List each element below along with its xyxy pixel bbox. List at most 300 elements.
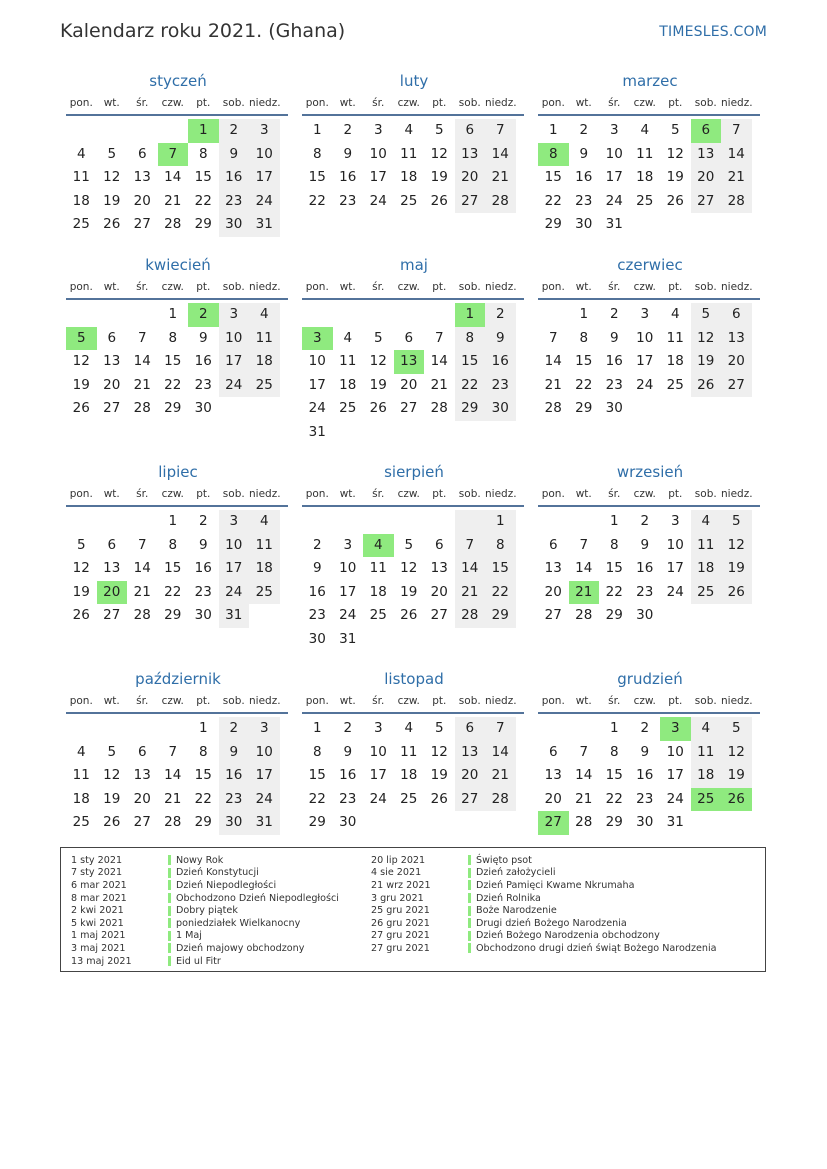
day-cell: 23 — [575, 192, 593, 209]
day-cell: 8 — [168, 536, 178, 553]
weekday-label: pt. — [196, 488, 211, 500]
day-cell: 3 — [219, 510, 250, 534]
day-cell: 13 — [133, 767, 151, 783]
day-cell: 7 — [485, 119, 516, 143]
day-cell: 24 — [605, 192, 623, 209]
month-name: kwiecień — [145, 256, 211, 274]
day-cell: 16 — [339, 169, 357, 185]
day-cell: 13 — [455, 143, 486, 167]
holiday-marker — [168, 880, 171, 890]
day-cell: 29 — [194, 814, 212, 830]
day-cell: 14 — [430, 353, 448, 369]
day-cell: 18 — [249, 557, 280, 581]
day-cell: 7 — [455, 534, 486, 558]
weekday-label: wt. — [575, 488, 592, 500]
empty-cell — [363, 510, 394, 534]
weekday-header — [302, 690, 524, 714]
day-cell: 28 — [133, 607, 151, 623]
day-cell: 18 — [72, 192, 90, 209]
day-cell: 12 — [72, 353, 90, 369]
empty-cell — [721, 397, 752, 421]
day-cell: 12 — [721, 534, 752, 558]
day-cell: 21 — [485, 764, 516, 788]
empty-cell — [660, 604, 691, 628]
day-cell: 23 — [219, 190, 250, 214]
month-calendar — [302, 668, 524, 835]
empty-cell — [158, 119, 189, 143]
day-cell: 8 — [312, 145, 322, 162]
empty-cell — [630, 397, 661, 421]
day-cell: 17 — [219, 557, 250, 581]
weekday-label: pon. — [305, 695, 329, 707]
day-cell: 11 — [400, 743, 418, 760]
weekday-label: śr. — [372, 281, 385, 293]
day-cell: 2 — [640, 513, 650, 529]
day-cell: 8 — [609, 743, 619, 760]
day-cell: 24 — [219, 374, 250, 398]
legend-row — [61, 942, 339, 955]
weekday-header — [66, 690, 288, 714]
day-cell: 8 — [312, 743, 322, 760]
day-cell: 29 — [575, 400, 593, 416]
day-cell: 11 — [249, 327, 280, 351]
holiday-marker — [168, 893, 171, 903]
day-cell: 11 — [72, 767, 90, 783]
day-cell: 16 — [605, 353, 623, 369]
day-cell: 14 — [575, 560, 593, 576]
day-cell: 11 — [691, 741, 722, 765]
empty-cell — [249, 397, 280, 421]
day-cell: 26 — [72, 607, 90, 623]
day-cell: 5 — [721, 717, 752, 741]
day-cell: 21 — [164, 192, 182, 209]
day-cell: 26 — [666, 192, 684, 209]
legend-row — [361, 904, 717, 917]
day-cell: 26 — [369, 400, 387, 416]
day-cell: 14 — [164, 169, 182, 185]
day-cell: 9 — [485, 327, 516, 351]
day-cell: 9 — [343, 145, 353, 162]
weekday-label: niedz. — [249, 488, 281, 500]
day-cell: 27 — [455, 788, 486, 812]
day-cell: 7 — [137, 329, 147, 346]
day-cell: 28 — [164, 814, 182, 830]
day-cell: 23 — [605, 376, 623, 393]
month-name: wrzesień — [616, 463, 684, 481]
holiday-marker — [468, 893, 471, 903]
holiday-marker — [468, 868, 471, 878]
day-cell: 14 — [485, 143, 516, 167]
day-cell: 7 — [579, 536, 589, 553]
day-cell: 13 — [430, 560, 448, 576]
day-cell: 20 — [103, 376, 121, 393]
weekday-label: śr. — [608, 488, 621, 500]
weekday-label: śr. — [136, 695, 149, 707]
empty-cell — [424, 303, 455, 327]
day-cell: 26 — [400, 607, 418, 623]
day-cell: 27 — [133, 216, 151, 232]
day-cell: 6 — [107, 329, 117, 346]
day-cell: 3 — [609, 122, 619, 138]
day-cell: 13 — [103, 353, 121, 369]
weekday-label: pt. — [668, 488, 683, 500]
day-cell: 11 — [400, 145, 418, 162]
weekday-label: pon. — [541, 281, 565, 293]
day-cell: 11 — [369, 560, 387, 576]
day-cell: 8 — [485, 534, 516, 558]
empty-cell — [127, 510, 158, 534]
day-cell: 4 — [670, 306, 680, 322]
weekday-label: niedz. — [721, 281, 753, 293]
day-cell: 5 — [107, 145, 117, 162]
day-cell: 11 — [72, 169, 90, 185]
day-cell: 21 — [455, 581, 486, 605]
empty-cell — [127, 303, 158, 327]
day-cell: 15 — [605, 560, 623, 576]
day-cell: 27 — [544, 607, 562, 623]
holiday-date: 25 gru 2021 — [371, 905, 430, 917]
weekday-label: sob. — [694, 488, 717, 500]
day-cell: 16 — [636, 767, 654, 783]
holiday-name: Dzień Pamięci Kwame Nkrumaha — [476, 879, 635, 891]
weekday-header — [66, 92, 288, 116]
day-cell: 17 — [369, 169, 387, 185]
legend-row — [361, 917, 717, 930]
day-cell: 27 — [400, 400, 418, 416]
day-cell: 7 — [158, 143, 189, 167]
weekday-label: czw. — [397, 97, 420, 109]
empty-cell — [691, 604, 722, 628]
day-grid — [302, 510, 524, 651]
legend-row — [61, 854, 339, 867]
day-cell: 25 — [691, 788, 722, 812]
empty-cell — [424, 628, 455, 652]
weekday-label: niedz. — [249, 97, 281, 109]
day-cell: 11 — [691, 534, 722, 558]
day-cell: 16 — [308, 583, 326, 600]
day-cell: 27 — [691, 190, 722, 214]
day-cell: 12 — [721, 741, 752, 765]
day-cell: 13 — [691, 143, 722, 167]
day-cell: 25 — [400, 790, 418, 807]
day-cell: 6 — [691, 119, 722, 143]
day-cell: 14 — [575, 767, 593, 783]
holiday-date: 13 maj 2021 — [71, 955, 132, 967]
weekday-label: pon. — [69, 695, 93, 707]
day-cell: 25 — [72, 814, 90, 830]
day-cell: 5 — [434, 122, 444, 138]
empty-cell — [485, 421, 516, 445]
holiday-date: 4 sie 2021 — [371, 867, 422, 879]
legend-row — [361, 942, 717, 955]
day-cell: 8 — [198, 743, 208, 760]
empty-cell — [302, 303, 333, 327]
day-cell: 22 — [605, 583, 623, 600]
day-cell: 15 — [455, 350, 486, 374]
weekday-label: pon. — [541, 97, 565, 109]
holiday-marker — [168, 918, 171, 928]
day-cell: 2 — [312, 536, 322, 553]
day-cell: 16 — [219, 166, 250, 190]
day-cell: 10 — [666, 743, 684, 760]
day-cell: 9 — [579, 145, 589, 162]
day-cell: 1 — [168, 513, 178, 529]
holiday-date: 5 kwi 2021 — [71, 917, 124, 929]
day-cell: 2 — [219, 119, 250, 143]
day-cell: 27 — [103, 607, 121, 623]
weekday-header — [538, 276, 760, 300]
day-cell: 25 — [400, 192, 418, 209]
day-cell: 25 — [691, 581, 722, 605]
day-cell: 5 — [76, 536, 86, 553]
empty-cell — [333, 421, 364, 445]
day-cell: 29 — [194, 216, 212, 232]
day-cell: 10 — [369, 743, 387, 760]
day-cell: 16 — [485, 350, 516, 374]
day-grid — [302, 717, 524, 835]
month-calendar — [66, 461, 288, 628]
weekday-label: czw. — [397, 695, 420, 707]
day-cell: 21 — [569, 581, 600, 605]
day-cell: 1 — [609, 720, 619, 736]
day-cell: 31 — [249, 811, 280, 835]
day-cell: 24 — [666, 790, 684, 807]
day-cell: 5 — [66, 327, 97, 351]
day-cell: 1 — [485, 510, 516, 534]
day-cell: 29 — [164, 607, 182, 623]
weekday-label: czw. — [633, 488, 656, 500]
weekday-label: pt. — [432, 488, 447, 500]
day-cell: 9 — [609, 329, 619, 346]
day-cell: 14 — [133, 353, 151, 369]
month-calendar — [538, 461, 760, 628]
day-cell: 5 — [721, 510, 752, 534]
weekday-label: śr. — [372, 97, 385, 109]
weekday-label: sob. — [222, 488, 245, 500]
empty-cell — [691, 213, 722, 237]
empty-cell — [721, 604, 752, 628]
day-cell: 5 — [434, 720, 444, 736]
legend-row — [61, 867, 339, 880]
day-cell: 9 — [198, 536, 208, 553]
day-cell: 3 — [660, 717, 691, 741]
day-cell: 23 — [636, 583, 654, 600]
empty-cell — [721, 213, 752, 237]
month-name: luty — [399, 72, 429, 90]
day-cell: 17 — [666, 767, 684, 783]
empty-cell — [333, 510, 364, 534]
day-cell: 21 — [133, 583, 151, 600]
weekday-label: pt. — [432, 97, 447, 109]
day-cell: 22 — [544, 192, 562, 209]
holiday-name: Dzień Niepodległości — [176, 879, 277, 891]
day-cell: 2 — [219, 717, 250, 741]
day-cell: 17 — [605, 169, 623, 185]
empty-cell — [363, 303, 394, 327]
weekday-header — [66, 276, 288, 300]
legend-column-left — [61, 854, 339, 967]
holiday-legend — [60, 847, 766, 972]
holiday-date: 21 wrz 2021 — [371, 879, 431, 891]
empty-cell — [424, 421, 455, 445]
day-cell: 12 — [400, 560, 418, 576]
day-cell: 5 — [373, 329, 383, 346]
day-cell: 25 — [249, 581, 280, 605]
day-cell: 7 — [548, 329, 558, 346]
empty-cell — [97, 717, 128, 741]
holiday-date: 26 gru 2021 — [371, 917, 430, 929]
empty-cell — [569, 717, 600, 741]
weekday-label: czw. — [161, 488, 184, 500]
holiday-date: 6 mar 2021 — [71, 879, 127, 891]
empty-cell — [302, 510, 333, 534]
weekday-label: pon. — [305, 488, 329, 500]
weekday-header — [538, 690, 760, 714]
day-cell: 2 — [485, 303, 516, 327]
day-cell: 17 — [219, 350, 250, 374]
weekday-label: pon. — [305, 281, 329, 293]
day-cell: 13 — [394, 350, 425, 374]
weekday-label: śr. — [136, 97, 149, 109]
day-cell: 1 — [188, 119, 219, 143]
weekday-label: sob. — [458, 488, 481, 500]
weekday-label: śr. — [372, 488, 385, 500]
day-cell: 6 — [434, 536, 444, 553]
holiday-name: poniedziałek Wielkanocny — [176, 917, 301, 929]
day-cell: 1 — [312, 720, 322, 736]
weekday-label: śr. — [608, 281, 621, 293]
weekday-label: śr. — [136, 488, 149, 500]
empty-cell — [127, 717, 158, 741]
day-cell: 4 — [249, 510, 280, 534]
day-cell: 4 — [76, 145, 86, 162]
weekday-label: czw. — [161, 281, 184, 293]
day-cell: 29 — [164, 400, 182, 416]
day-cell: 19 — [430, 767, 448, 783]
empty-cell — [485, 628, 516, 652]
holiday-date: 1 sty 2021 — [71, 854, 123, 866]
day-cell: 25 — [369, 607, 387, 623]
weekday-label: niedz. — [249, 695, 281, 707]
day-cell: 14 — [485, 741, 516, 765]
day-cell: 14 — [133, 560, 151, 576]
day-cell: 17 — [249, 166, 280, 190]
day-cell: 27 — [455, 190, 486, 214]
site-logo[interactable]: TIMESLES.COM — [659, 24, 767, 40]
month-calendar — [66, 70, 288, 237]
day-cell: 20 — [544, 583, 562, 600]
day-cell: 24 — [369, 790, 387, 807]
holiday-marker — [468, 855, 471, 865]
day-cell: 6 — [455, 119, 486, 143]
day-cell: 30 — [194, 400, 212, 416]
empty-cell — [394, 303, 425, 327]
months-grid — [66, 70, 761, 840]
holiday-name: Święto psot — [476, 854, 532, 866]
holiday-marker — [468, 931, 471, 941]
weekday-label: wt. — [103, 97, 120, 109]
day-cell: 28 — [164, 216, 182, 232]
weekday-label: niedz. — [485, 97, 517, 109]
weekday-label: niedz. — [249, 281, 281, 293]
day-cell: 13 — [133, 169, 151, 185]
day-cell: 10 — [219, 534, 250, 558]
day-cell: 8 — [198, 145, 208, 162]
weekday-label: śr. — [136, 281, 149, 293]
empty-cell — [569, 510, 600, 534]
day-cell: 9 — [312, 560, 322, 576]
weekday-label: niedz. — [721, 695, 753, 707]
day-cell: 2 — [579, 122, 589, 138]
day-cell: 15 — [164, 560, 182, 576]
holiday-marker — [168, 943, 171, 953]
day-cell: 11 — [249, 534, 280, 558]
empty-cell — [394, 628, 425, 652]
day-cell: 23 — [194, 583, 212, 600]
day-grid — [538, 510, 760, 628]
holiday-date: 3 maj 2021 — [71, 942, 126, 954]
day-cell: 10 — [308, 353, 326, 369]
day-grid — [66, 717, 288, 835]
day-cell: 21 — [485, 166, 516, 190]
day-cell: 22 — [164, 583, 182, 600]
day-cell: 29 — [605, 814, 623, 830]
day-cell: 13 — [544, 767, 562, 783]
holiday-date: 20 lip 2021 — [371, 854, 426, 866]
day-cell: 5 — [670, 122, 680, 138]
day-cell: 30 — [636, 607, 654, 623]
empty-cell — [127, 119, 158, 143]
day-cell: 4 — [363, 534, 394, 558]
day-cell: 21 — [721, 166, 752, 190]
day-cell: 10 — [219, 327, 250, 351]
day-cell: 26 — [103, 814, 121, 830]
weekday-label: wt. — [575, 281, 592, 293]
day-cell: 28 — [575, 814, 593, 830]
day-cell: 15 — [308, 767, 326, 783]
day-cell: 7 — [434, 329, 444, 346]
day-grid — [66, 119, 288, 237]
day-cell: 31 — [219, 604, 250, 628]
day-cell: 27 — [103, 400, 121, 416]
holiday-marker — [468, 943, 471, 953]
day-cell: 9 — [198, 329, 208, 346]
month-name: sierpień — [384, 463, 444, 481]
month-calendar — [302, 461, 524, 651]
weekday-header — [538, 92, 760, 116]
day-cell: 8 — [579, 329, 589, 346]
day-cell: 6 — [548, 536, 558, 553]
day-cell: 11 — [636, 145, 654, 162]
empty-cell — [66, 119, 97, 143]
holiday-marker — [168, 956, 171, 966]
day-cell: 30 — [194, 607, 212, 623]
day-cell: 28 — [430, 400, 448, 416]
day-cell: 4 — [691, 510, 722, 534]
day-cell: 4 — [404, 720, 414, 736]
legend-row — [361, 879, 717, 892]
day-cell: 20 — [133, 790, 151, 807]
day-cell: 6 — [455, 717, 486, 741]
day-cell: 30 — [219, 811, 250, 835]
day-cell: 26 — [721, 788, 752, 812]
day-cell: 9 — [640, 743, 650, 760]
weekday-label: czw. — [633, 695, 656, 707]
empty-cell — [97, 119, 128, 143]
weekday-label: sob. — [694, 97, 717, 109]
day-cell: 29 — [605, 607, 623, 623]
day-cell: 7 — [579, 743, 589, 760]
